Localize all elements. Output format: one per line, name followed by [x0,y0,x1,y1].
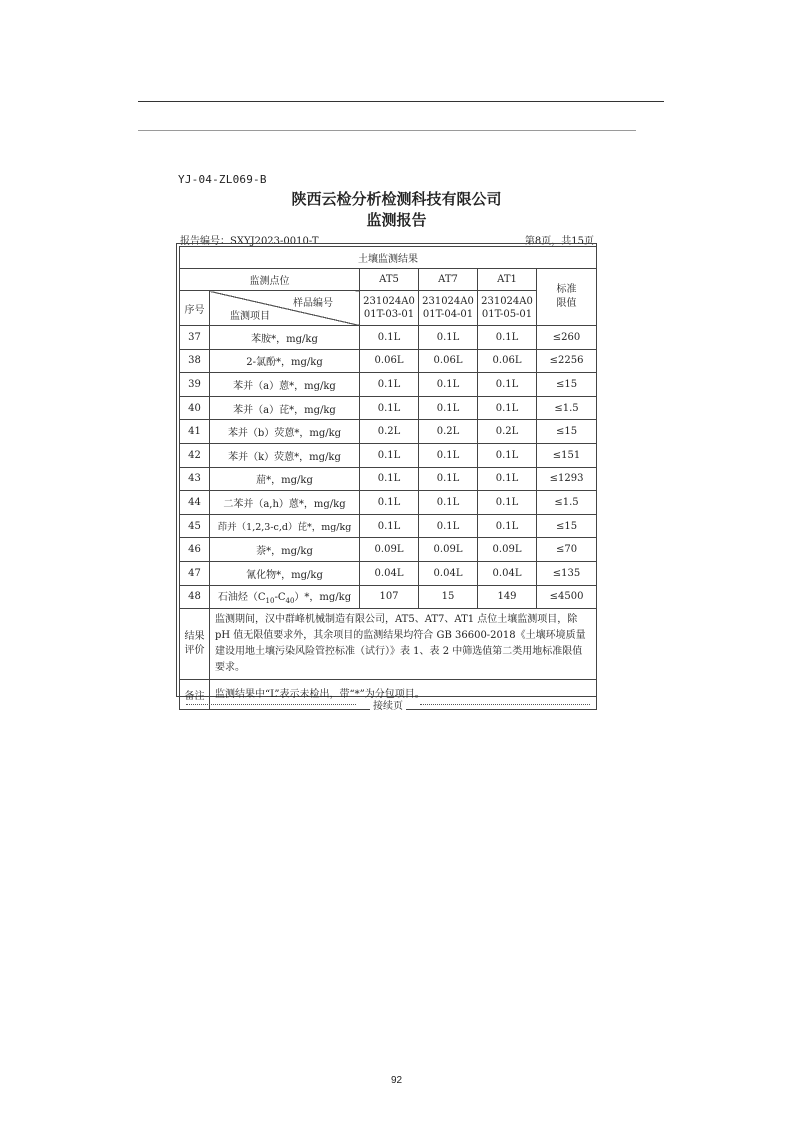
table-row [180,514,597,538]
value-cell: 0.1L [419,396,478,420]
value-cell: 0.06L [419,349,478,373]
std-value: ≤151 [537,443,597,467]
sample-id: 231024A001T-03-01 [360,291,419,326]
value-cell: 0.1L [360,373,419,397]
point-header: AT7 [419,269,478,291]
row-number: 42 [180,443,210,467]
item-name: 茚并（1,2,3-c,d）芘*，mg/kg [210,514,360,538]
std-value: ≤260 [537,326,597,350]
item-name: 苯并（a）芘*，mg/kg [210,396,360,420]
std-value: ≤70 [537,538,597,562]
value-cell: 0.09L [360,538,419,562]
header-rule [138,101,664,102]
std-value: ≤1.5 [537,491,597,515]
value-cell: 15 [419,585,478,609]
company-name: 陕西云检分析检测科技有限公司 [291,190,502,208]
table-row [180,349,597,373]
continue-label: 接续页 [370,701,406,712]
std-value: ≤2256 [537,349,597,373]
report-title: 监测报告 [366,211,427,229]
row-number: 47 [180,561,210,585]
table-row [180,443,597,467]
note-text: 监测结果中“L”表示未检出，带“*”为分包项目。 [210,680,597,710]
row-number: 43 [180,467,210,491]
value-cell: 0.1L [419,467,478,491]
std-value: ≤1.5 [537,396,597,420]
value-cell: 0.1L [419,491,478,515]
value-cell: 0.06L [360,349,419,373]
value-cell: 107 [360,585,419,609]
row-number: 39 [180,373,210,397]
value-cell: 0.2L [478,420,537,444]
point-label: 监测点位 [180,269,360,291]
value-cell: 0.09L [478,538,537,562]
value-cell: 0.1L [360,491,419,515]
row-number: 37 [180,326,210,350]
row-number: 48 [180,585,210,609]
page-info: 第8页，共15页 [524,236,594,247]
item-name: 䓛*，mg/kg [210,467,360,491]
value-cell: 0.1L [419,443,478,467]
value-cell: 0.06L [478,349,537,373]
item-name: 苯并（b）荧蒽*，mg/kg [210,420,360,444]
value-cell: 0.2L [360,420,419,444]
value-cell: 0.1L [360,396,419,420]
item-name: 氰化物*，mg/kg [210,561,360,585]
section-title: 土壤监测结果 [180,247,597,269]
soil-monitoring-table [179,246,597,710]
note-label: 备注 [180,680,210,710]
report-number: 报告编号：SXYJ2023-0010-T [180,236,319,247]
item-name: 苯并（k）荧蒽*，mg/kg [210,443,360,467]
item-name: 石油烃$(C_{10}-C_{40})*$，mg/kg [210,585,360,609]
value-cell: 0.1L [419,514,478,538]
value-cell: 0.04L [360,561,419,585]
value-cell: 0.1L [419,326,478,350]
std-value: ≤135 [537,561,597,585]
point-header: AT1 [478,269,537,291]
value-cell: 0.04L [419,561,478,585]
diagonal-header-cell [210,291,360,326]
table-row [180,373,597,397]
std-header [537,269,597,326]
item-label: 监测项目 [230,311,270,322]
value-cell: 0.1L [478,491,537,515]
row-number: 41 [180,420,210,444]
value-cell: 0.04L [478,561,537,585]
item-name: 苯胺*，mg/kg [210,326,360,350]
table-row [180,561,597,585]
item-name: 2-氯酚*，mg/kg [210,349,360,373]
item-name: 苯并（a）蒽*，mg/kg [210,373,360,397]
value-cell: 0.1L [360,443,419,467]
document-code: YJ-04-ZL069-B [178,173,267,186]
sample-id: 231024A001T-04-01 [419,291,478,326]
row-number: 40 [180,396,210,420]
std-value: ≤4500 [537,585,597,609]
conclusion-label: 结果评价 [180,609,210,680]
continue-dotted-line [420,704,590,705]
std-label: 标准限值 [556,284,577,309]
table-row [180,396,597,420]
item-name: 二苯并（a,h）蒽*，mg/kg [210,491,360,515]
item-name: 萘*，mg/kg [210,538,360,562]
value-cell: 0.1L [478,373,537,397]
value-cell: 0.1L [478,396,537,420]
seq-header: 序号 [180,291,210,326]
table-row [180,326,597,350]
table-row [180,585,597,609]
value-cell: 0.1L [478,443,537,467]
value-cell: 0.09L [419,538,478,562]
value-cell: 0.1L [360,514,419,538]
value-cell: 0.1L [478,326,537,350]
table-row [180,491,597,515]
row-number: 46 [180,538,210,562]
table-row [180,538,597,562]
row-number: 38 [180,349,210,373]
table-row [180,420,597,444]
conclusion-text: 监测期间，汉中群峰机械制造有限公司，AT5、AT7、AT1 点位土壤监测项目，除 pH 值无限值要求外，其余项目的监测结果均符合 GB 36600-2018《土壤环境质量 建设用地土壤污染风险管控标准（试行）》表 1、表 2 中筛选值第二类用地标准限值要求。 [210,609,597,680]
header-rule-secondary [138,130,636,131]
continue-dotted-line [186,704,356,705]
value-cell: 0.2L [419,420,478,444]
value-cell: 149 [478,585,537,609]
value-cell: 0.1L [360,467,419,491]
row-number: 45 [180,514,210,538]
std-value: ≤15 [537,514,597,538]
continue-marker [186,697,590,712]
sample-label: 样品编号 [293,298,333,309]
conclusion-row [180,609,597,680]
value-cell: 0.1L [478,514,537,538]
point-header: AT5 [360,269,419,291]
std-value: ≤15 [537,420,597,444]
table-row [180,467,597,491]
value-cell: 0.1L [478,467,537,491]
page-number: 92 [390,1075,403,1086]
value-cell: 0.1L [419,373,478,397]
value-cell: 0.1L [360,326,419,350]
std-value: ≤1293 [537,467,597,491]
row-number: 44 [180,491,210,515]
std-value: ≤15 [537,373,597,397]
sample-id: 231024A001T-05-01 [478,291,537,326]
